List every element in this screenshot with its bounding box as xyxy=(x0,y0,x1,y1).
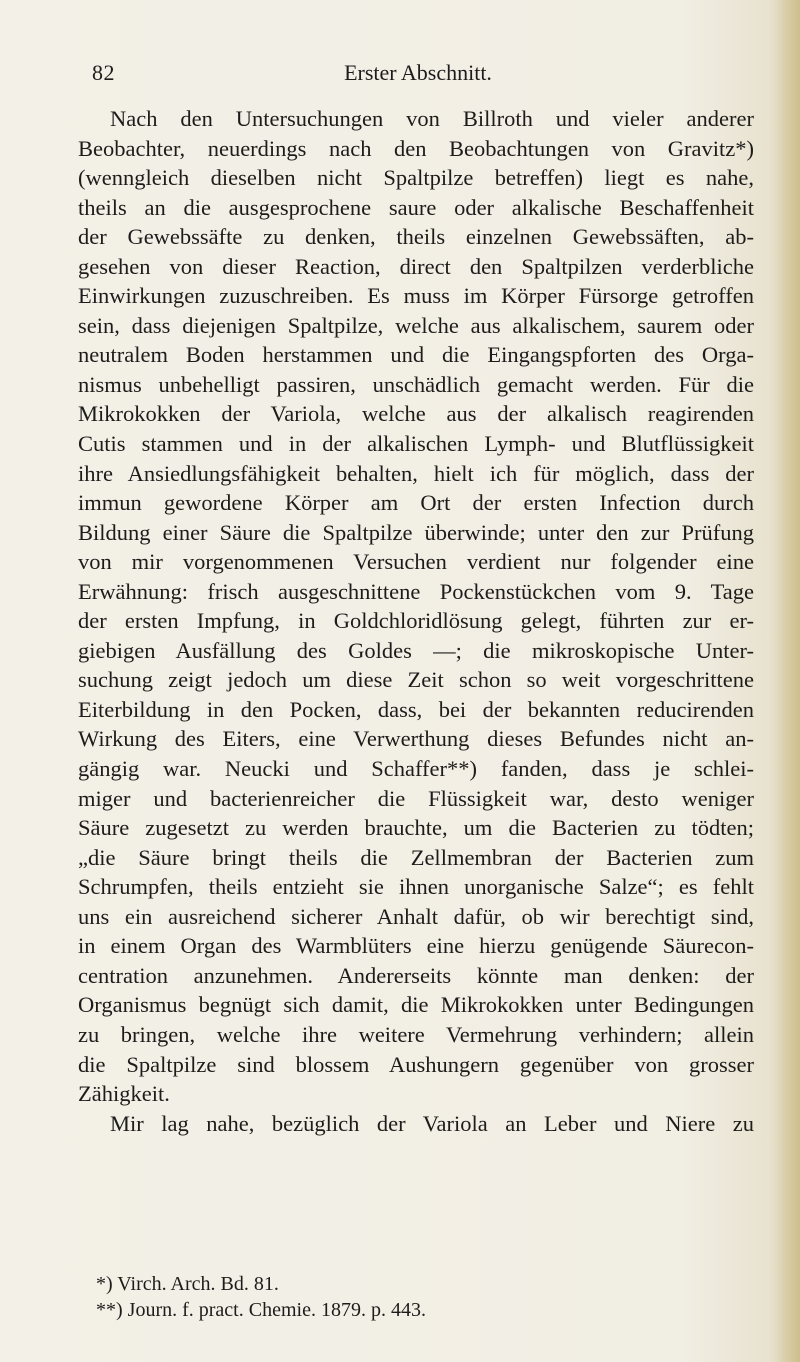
text-line: Cutis stammen und in der alkalischen Lymph- und Blutflüssigkeit xyxy=(78,431,754,457)
text-line: Beobachter, neuerdings nach den Beobachtungen von Gravitz*) xyxy=(78,135,754,161)
text-line: von mir vorgenommenen Versuchen verdient nur folgender eine xyxy=(78,549,754,575)
text-line: Einwirkungen zuzuschreiben. Es muss im Körper Fürsorge getroffen xyxy=(78,283,754,309)
text-line: in einem Organ des Warmblüters eine hierzu genügende Säurecon- xyxy=(78,933,754,959)
body-text xyxy=(78,104,754,1138)
text-line: Mikrokokken der Variola, welche aus der alkalisch reagirenden xyxy=(78,401,754,427)
text-line: „die Säure bringt theils die Zellmembran der Bacterien zum xyxy=(78,844,754,870)
text-line: der Gewebssäfte zu denken, theils einzelnen Gewebssäften, ab- xyxy=(78,224,754,250)
text-line: der ersten Impfung, in Goldchloridlösung gelegt, führten zur er- xyxy=(78,608,754,634)
text-line: Organismus begnügt sich damit, die Mikrokokken unter Bedingungen xyxy=(78,992,754,1018)
text-line: uns ein ausreichend sicherer Anhalt dafür, ob wir berechtigt sind, xyxy=(78,903,754,929)
text-line: neutralem Boden herstammen und die Eingangspforten des Orga- xyxy=(78,342,754,368)
text-line: gängig war. Neucki und Schaffer**) fanden, dass je schlei- xyxy=(78,756,754,782)
footnote: **) Journ. f. pract. Chemie. 1879. p. 443. xyxy=(96,1299,426,1321)
text-line: (wenngleich dieselben nicht Spaltpilze betreffen) liegt es nahe, xyxy=(78,165,754,191)
text-line: Eiterbildung in den Pocken, dass, bei der bekannten reducirenden xyxy=(78,696,754,722)
text-line: nismus unbehelligt passiren, unschädlich gemacht werden. Für die xyxy=(78,371,754,397)
text-line: ihre Ansiedlungsfähigkeit behalten, hielt ich für möglich, dass der xyxy=(78,460,754,486)
text-line: Bildung einer Säure die Spaltpilze überwinde; unter den zur Prüfung xyxy=(78,519,754,545)
text-line: miger und bacterienreicher die Flüssigkeit war, desto weniger xyxy=(78,785,754,811)
text-line: giebigen Ausfällung des Goldes —; die mikroskopische Unter- xyxy=(78,637,754,663)
page-header xyxy=(92,58,744,88)
text-line: Wirkung des Eiters, eine Verwerthung dieses Befundes nicht an- xyxy=(78,726,754,752)
text-line: suchung zeigt jedoch um diese Zeit schon so weit vorgeschrittene xyxy=(78,667,754,693)
text-line: zu bringen, welche ihre weitere Vermehrung verhindern; allein xyxy=(78,1021,754,1047)
text-line: Erwähnung: frisch ausgeschnittene Pockenstückchen vom 9. Tage xyxy=(78,578,754,604)
text-line: Zähigkeit. xyxy=(78,1081,170,1107)
running-head: Erster Abschnitt. xyxy=(344,60,492,85)
text-line: immun gewordene Körper am Ort der ersten Infection durch xyxy=(78,490,754,516)
page-edge-shading xyxy=(774,0,800,1362)
text-line: Mir lag nahe, bezüglich der Variola an Leber und Niere zu xyxy=(110,1110,754,1136)
text-line: Nach den Untersuchungen von Billroth und vieler anderer xyxy=(110,106,754,131)
text-line: theils an die ausgesprochene saure oder alkalische Beschaffenheit xyxy=(78,194,754,220)
page-number: 82 xyxy=(92,60,115,85)
text-line: die Spaltpilze sind blossem Aushungern gegenüber von grosser xyxy=(78,1051,754,1077)
footnotes xyxy=(96,1271,736,1323)
footnote: *) Virch. Arch. Bd. 81. xyxy=(96,1273,279,1295)
text-line: gesehen von dieser Reaction, direct den Spaltpilzen verderbliche xyxy=(78,253,754,279)
text-line: centration anzunehmen. Andererseits könnte man denken: der xyxy=(78,962,754,988)
text-line: sein, dass diejenigen Spaltpilze, welche aus alkalischem, saurem oder xyxy=(78,312,754,338)
text-line: Schrumpfen, theils entzieht sie ihnen unorganische Salze“; es fehlt xyxy=(78,874,754,900)
text-line: Säure zugesetzt zu werden brauchte, um die Bacterien zu tödten; xyxy=(78,815,754,841)
